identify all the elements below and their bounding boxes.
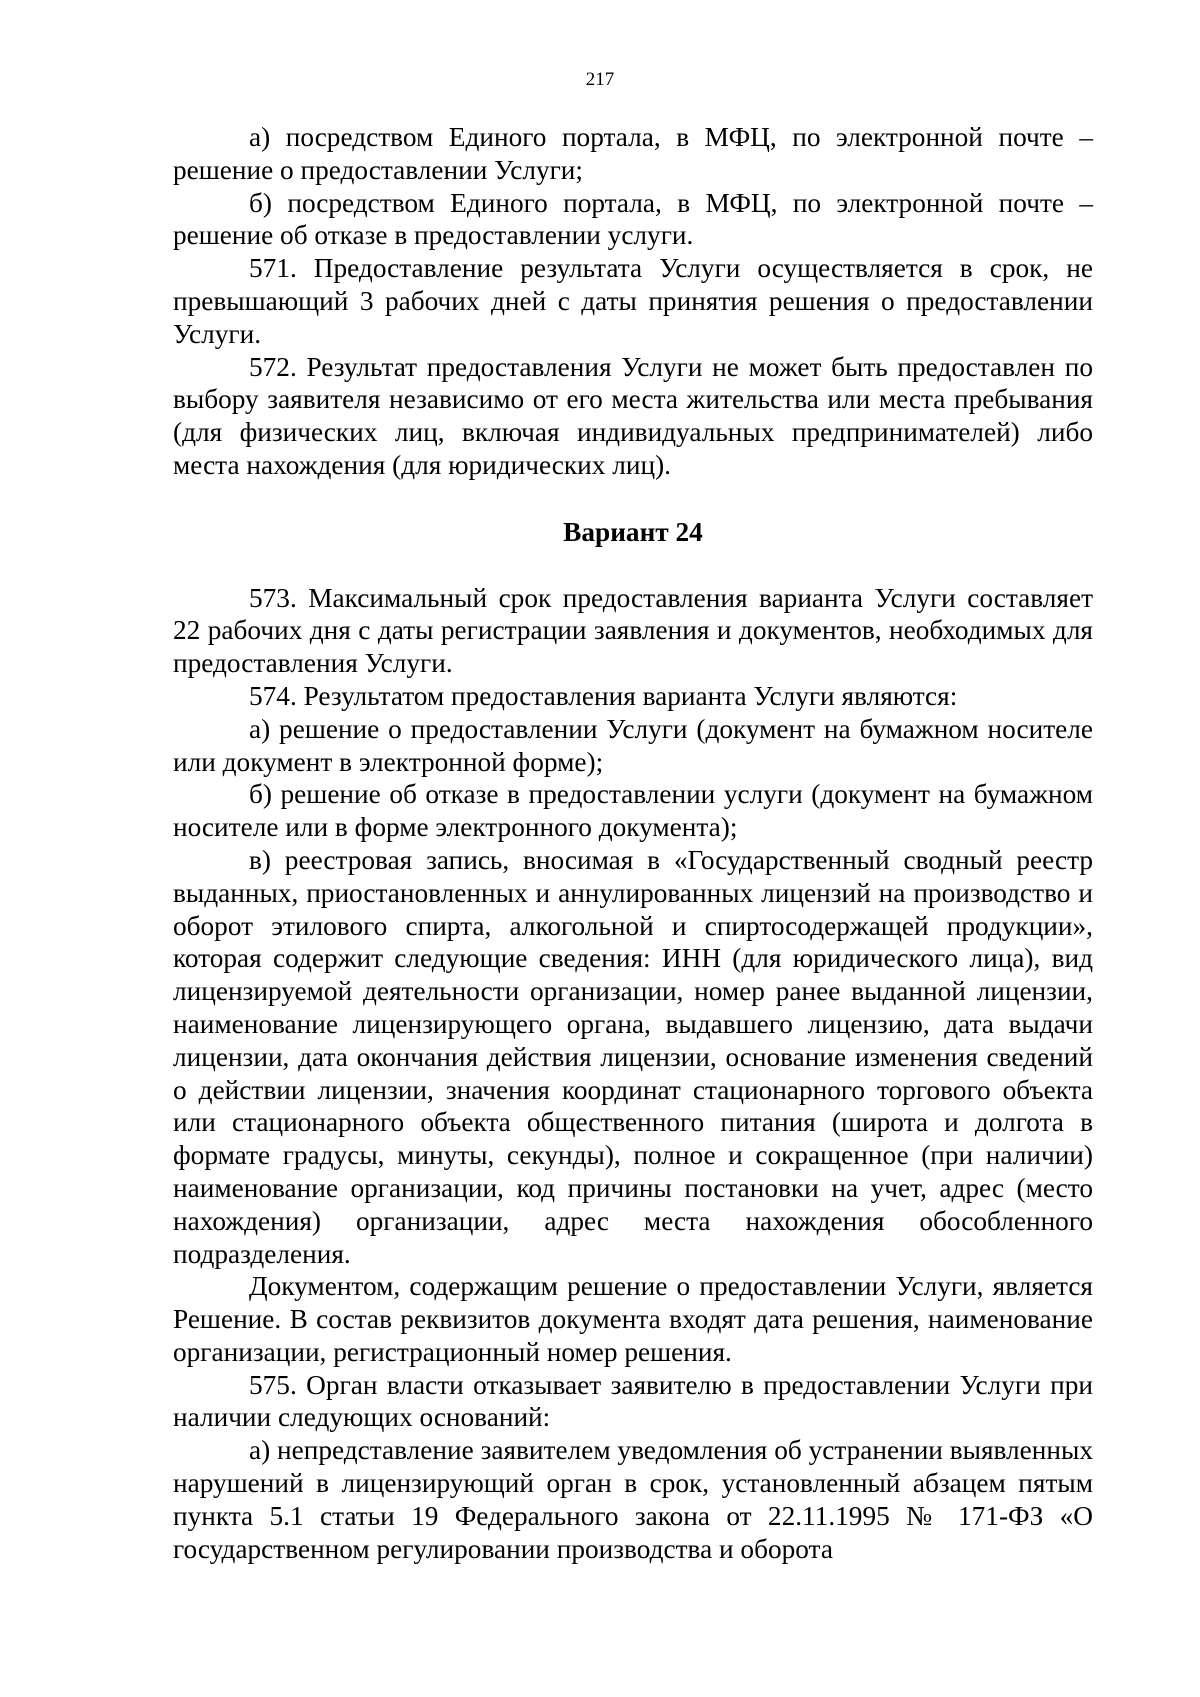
paragraph-b-portal-refusal: б) посредством Единого портала, в МФЦ, по электронной почте – решение об отказе в предоставлении услуги. [173,187,1093,251]
document-body [173,121,1093,1565]
paragraph-574: 574. Результатом предоставления варианта Услуги являются: [249,680,958,711]
paragraph-574-a: а) решение о предоставлении Услуги (документ на бумажном носителе или документ в электронной форме); [173,713,1093,777]
paragraph-574-v: в) реестровая запись, вносимая в «Государственный сводный реестр выданных, приостановленных и аннулированных лицензий на производство и оборот этилового спирта, алкогольной и спиртосодержащей продукции», которая содержит следующие сведения: ИНН (для юридического лица), вид лицензируемой деятельности организации, номер ранее выданной лицензии, наименование лицензирующего органа, выдавшего лицензию, дата выдачи лицензии, дата окончания действия лицензии, основание изменения сведений о действии лицензии, значения координат стационарного торгового объекта или стационарного объекта общественного питания (широта и долгота в формате градусы, минуты, секунды), полное и сокращенное (при наличии) наименование организации, код причины постановки на учет, адрес (место нахождения) организации, адрес места нахождения обособленного подразделения. [173,844,1093,1269]
paragraph-575-a: а) непредставление заявителем уведомления об устранении выявленных нарушений в лицензирующий орган в срок, установленный абзацем пятым пункта 5.1 статьи 19 Федерального закона от 22.11.1995 № 171-ФЗ «О государственном регулировании производства и оборота [173,1435,1093,1564]
paragraph-575: 575. Орган власти отказывает заявителю в предоставлении Услуги при наличии следующих оснований: [173,1369,1093,1433]
paragraph-572: 572. Результат предоставления Услуги не может быть предоставлен по выбору заявителя независимо от его места жительства или места пребывания (для физических лиц, включая индивидуальных предпринимателей) либо места нахождения (для юридических лиц). [173,351,1093,480]
paragraph-document-decision: Документом, содержащим решение о предоставлении Услуги, является Решение. В состав реквизитов документа входят дата решения, наименование организации, регистрационный номер решения. [173,1271,1093,1367]
page-number: 217 [585,69,615,90]
paragraph-571: 571. Предоставление результата Услуги осуществляется в срок, не превышающий 3 рабочих дней с даты принятия решения о предоставлении Услуги. [173,253,1093,349]
paragraph-a-portal-decision: а) посредством Единого портала, в МФЦ, по электронной почте – решение о предоставлении Услуги; [173,122,1093,185]
section-heading: Вариант 24 [563,516,703,547]
paragraph-574-b: б) решение об отказе в предоставлении услуги (документ на бумажном носителе или в форме электронного документа); [173,779,1093,843]
paragraph-573: 573. Максимальный срок предоставления варианта Услуги составляет 22 рабочих дня с даты регистрации заявления и документов, необходимых для предоставления Услуги. [173,582,1093,679]
